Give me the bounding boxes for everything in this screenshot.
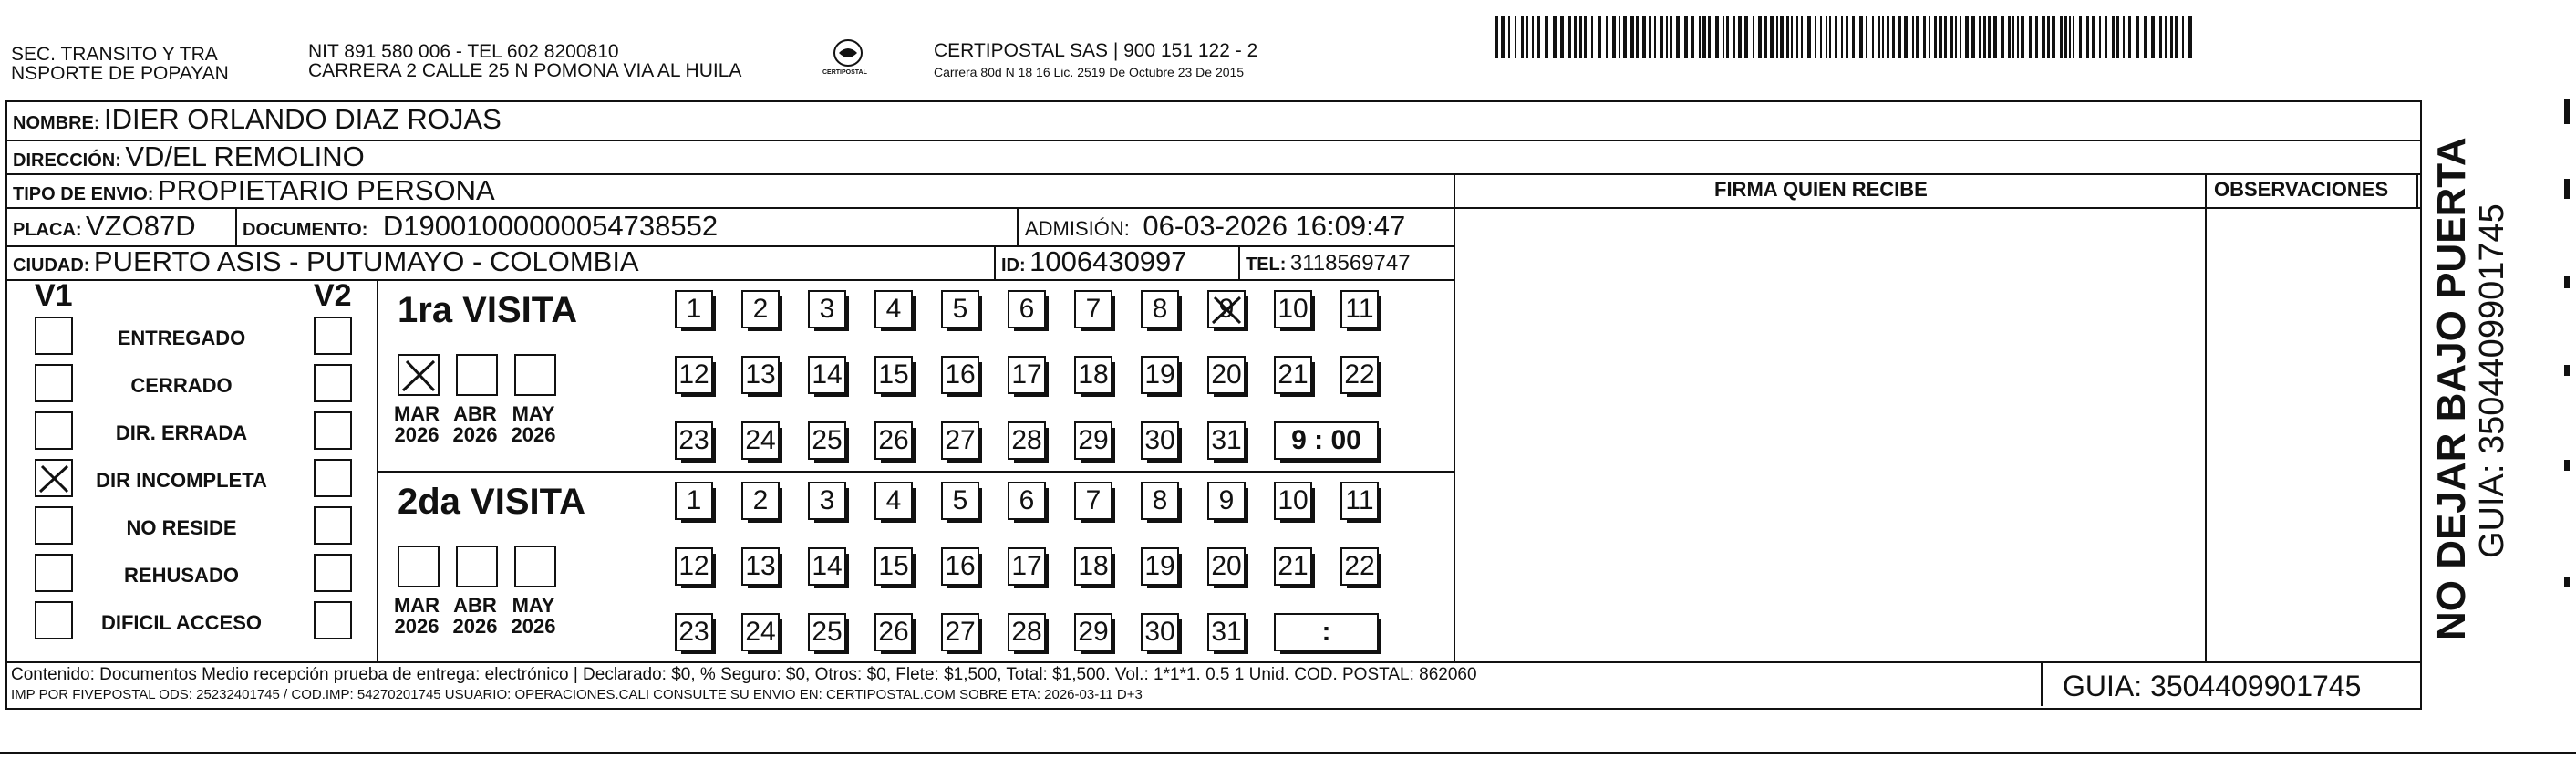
day-box[interactable]: 28 <box>1008 613 1046 651</box>
month-label <box>506 403 561 445</box>
day-box[interactable]: 28 <box>1008 421 1046 460</box>
day-box[interactable]: 11 <box>1340 290 1379 328</box>
barcode-bar <box>1904 16 1908 58</box>
barcode-bar <box>1630 16 1634 58</box>
v1-checkbox[interactable] <box>35 411 73 450</box>
day-box[interactable]: 20 <box>1207 356 1246 394</box>
v2-checkbox[interactable] <box>314 411 352 450</box>
observaciones-header: OBSERVACIONES <box>2214 178 2389 201</box>
barcode-bar <box>1691 16 1694 58</box>
barcode-bar <box>1846 16 1848 58</box>
barcode-bar <box>1574 16 1577 58</box>
day-box[interactable]: 31 <box>1207 613 1246 651</box>
tipo-envio-value: PROPIETARIO PERSONA <box>157 174 495 206</box>
barcode-bar <box>1495 16 1498 58</box>
day-box[interactable]: 21 <box>1274 547 1312 586</box>
ciudad-field <box>13 246 639 283</box>
barcode-bar <box>1515 16 1516 58</box>
month-name: MAY <box>512 402 555 425</box>
barcode-bar <box>2136 16 2139 58</box>
v2-checkbox[interactable] <box>314 317 352 355</box>
edge-mark <box>2564 276 2570 288</box>
edge-mark <box>2564 99 2570 124</box>
tipo-envio-field <box>13 175 495 212</box>
day-box[interactable]: 4 <box>874 290 913 328</box>
day-box[interactable]: 9 <box>1207 290 1246 328</box>
v1-checkbox[interactable] <box>35 506 73 545</box>
time-box[interactable]: 9 : 00 <box>1274 421 1379 460</box>
day-box[interactable]: 10 <box>1274 482 1312 520</box>
v1-checkbox[interactable] <box>35 554 73 592</box>
barcode-bar <box>1801 16 1803 58</box>
day-box[interactable]: 10 <box>1274 290 1312 328</box>
barcode-bar <box>2188 16 2192 58</box>
barcode-bar <box>1654 16 1656 58</box>
barcode-bar <box>1606 16 1608 58</box>
barcode-bar <box>1979 16 1981 58</box>
barcode-bar <box>1829 16 1831 58</box>
month-checkbox[interactable] <box>514 354 556 396</box>
barcode-bar <box>2159 16 2162 58</box>
ciudad-label: CIUDAD: <box>13 255 90 276</box>
barcode-bar <box>1723 16 1724 58</box>
month-label <box>389 595 444 637</box>
admision-field <box>1025 211 1405 247</box>
barcode-bar <box>1934 16 1937 58</box>
admision-label: ADMISIÓN: <box>1025 217 1130 240</box>
day-box[interactable]: 6 <box>1008 482 1046 520</box>
day-box[interactable]: 12 <box>675 356 713 394</box>
barcode-bar <box>1835 16 1837 58</box>
edge-mark <box>2564 365 2570 376</box>
sender-line-2: NSPORTE DE POPAYAN <box>11 63 229 84</box>
day-box[interactable]: 22 <box>1340 547 1379 586</box>
day-box[interactable]: 16 <box>941 547 979 586</box>
month-label <box>448 595 502 637</box>
barcode-bar <box>1791 16 1793 58</box>
barcode-bar <box>2128 16 2131 58</box>
day-box[interactable]: 31 <box>1207 421 1246 460</box>
day-box[interactable]: 18 <box>1074 356 1112 394</box>
id-field <box>1001 246 1187 283</box>
barcode-bar <box>2060 16 2063 58</box>
barcode-bar <box>2017 16 2019 58</box>
footer-contents: Contenido: Documentos Medio recepción prueba de entrega: electrónico | Declarado: $0, % Seguro: $0, Otros: $0, Flete: $1,500, Total: $1,500. Vol.: 1*1*1. 0.5 1 Unid. COD. POSTAL: 862060 <box>11 665 1477 684</box>
month-checkbox[interactable] <box>456 354 498 396</box>
barcode-bar <box>1859 16 1863 58</box>
barcode-bar <box>1758 16 1762 58</box>
month-checkbox[interactable] <box>398 546 440 587</box>
day-box[interactable]: 25 <box>808 421 846 460</box>
day-box[interactable]: 29 <box>1074 613 1112 651</box>
barcode-bar <box>1882 16 1884 58</box>
barcode-bar <box>2021 16 2024 58</box>
day-box[interactable]: 9 <box>1207 482 1246 520</box>
placa-label: PLACA: <box>13 220 82 240</box>
v1-label: V1 <box>35 278 73 313</box>
v1-checkbox[interactable] <box>35 317 73 355</box>
day-box[interactable]: 3 <box>808 482 846 520</box>
barcode-bar <box>2112 16 2115 58</box>
day-box[interactable]: 23 <box>675 421 713 460</box>
barcode-bar <box>2105 16 2107 58</box>
barcode-bar <box>1764 16 1767 58</box>
barcode-bar <box>2047 16 2050 58</box>
day-box[interactable]: 27 <box>941 421 979 460</box>
barcode-bar <box>1642 16 1646 58</box>
v2-checkbox[interactable] <box>314 554 352 592</box>
day-box[interactable]: 6 <box>1008 290 1046 328</box>
barcode-bar <box>1591 16 1593 58</box>
nombre-value: IDIER ORLANDO DIAZ ROJAS <box>104 103 502 135</box>
day-box[interactable]: 3 <box>808 290 846 328</box>
day-box[interactable]: 12 <box>675 547 713 586</box>
documento-field <box>243 211 718 247</box>
day-box[interactable]: 14 <box>808 356 846 394</box>
barcode-bar <box>1670 16 1672 58</box>
barcode-bar <box>2079 16 2082 58</box>
status-label: ENTREGADO <box>117 327 246 349</box>
barcode-bar <box>1988 16 1991 58</box>
status-label: NO RESIDE <box>126 516 237 539</box>
barcode-bar <box>1598 16 1601 58</box>
barcode-bar <box>2144 16 2147 58</box>
barcode-bar <box>1866 16 1867 58</box>
tel-value: 3118569747 <box>1289 251 1411 276</box>
status-label: DIFICIL ACCESO <box>100 611 262 634</box>
logo-caption: CERTIPOSTAL <box>822 69 867 76</box>
barcode-bar <box>2165 16 2167 58</box>
barcode-bar <box>2116 16 2119 58</box>
barcode-bar <box>1537 16 1540 58</box>
nombre-field <box>13 104 502 140</box>
barcode-bar <box>2029 16 2032 58</box>
status-label: REHUSADO <box>124 564 239 587</box>
time-box[interactable]: : <box>1274 613 1379 651</box>
barcode-bar <box>1623 16 1627 58</box>
v2-checkbox[interactable] <box>314 506 352 545</box>
month-checkbox[interactable] <box>398 354 440 396</box>
tel-label: TEL: <box>1246 255 1287 275</box>
v2-checkbox[interactable] <box>314 364 352 402</box>
barcode-bar <box>1770 16 1774 58</box>
barcode-bar <box>1939 16 1942 58</box>
barcode-bar <box>1892 16 1895 58</box>
day-box[interactable]: 1 <box>675 482 713 520</box>
address-line: CARRERA 2 CALLE 25 N POMONA VIA AL HUILA <box>308 60 742 81</box>
day-box[interactable]: 21 <box>1274 356 1312 394</box>
v1-checkbox[interactable] <box>35 364 73 402</box>
barcode-bar <box>1887 16 1889 58</box>
day-box[interactable]: 26 <box>874 613 913 651</box>
documento-label: DOCUMENTO: <box>243 220 368 240</box>
barcode-bar <box>1955 16 1957 58</box>
day-box[interactable]: 7 <box>1074 290 1112 328</box>
month-label <box>389 403 444 445</box>
tipo-envio-label: TIPO DE ENVIO: <box>13 184 154 204</box>
admision-value: 06-03-2026 16:09:47 <box>1143 210 1406 242</box>
edge-mark <box>2564 460 2570 471</box>
barcode-bar <box>2064 16 2067 58</box>
status-label: DIR INCOMPLETA <box>96 469 267 492</box>
barcode-bar <box>1733 16 1735 58</box>
barcode-bar <box>1579 16 1582 58</box>
side-guia: GUIA: 3504409901745 <box>2473 203 2511 558</box>
month-year: 2026 <box>511 615 556 638</box>
barcode-bar <box>2123 16 2125 58</box>
barcode-bar <box>2042 16 2045 58</box>
status-label: CERRADO <box>130 374 233 397</box>
barcode-bar <box>2170 16 2173 58</box>
documento-value: D19001000000054738552 <box>382 210 719 242</box>
edge-mark <box>2564 179 2570 199</box>
nombre-label: NOMBRE: <box>13 113 100 133</box>
placa-field <box>13 211 196 247</box>
month-name: MAR <box>393 594 440 617</box>
barcode-bar <box>2099 16 2101 58</box>
day-box[interactable]: 5 <box>941 290 979 328</box>
barcode-bar <box>1545 16 1548 58</box>
barcode-bar <box>1878 16 1880 58</box>
day-box[interactable]: 13 <box>741 356 780 394</box>
footer-guia: GUIA: 3504409901745 <box>2063 670 2362 702</box>
barcode-bar <box>1521 16 1524 58</box>
month-name: MAR <box>393 402 440 425</box>
barcode-bar <box>1971 16 1975 58</box>
day-box[interactable]: 11 <box>1340 482 1379 520</box>
barcode-bar <box>1983 16 1986 58</box>
month-year: 2026 <box>452 423 498 446</box>
day-box[interactable]: 15 <box>874 356 913 394</box>
day-box[interactable]: 22 <box>1340 356 1379 394</box>
day-box[interactable]: 24 <box>741 613 780 651</box>
direccion-field <box>13 141 365 178</box>
barcode-bar <box>1508 16 1510 58</box>
visit-title: 1ra VISITA <box>398 290 578 330</box>
month-checkbox[interactable] <box>456 546 498 587</box>
ciudad-value: PUERTO ASIS - PUTUMAYO - COLOMBIA <box>93 245 639 277</box>
month-label <box>448 403 502 445</box>
status-label: DIR. ERRADA <box>115 421 248 444</box>
barcode-bar <box>1929 16 1930 58</box>
barcode-bar <box>1796 16 1798 58</box>
day-box[interactable]: 27 <box>941 613 979 651</box>
month-name: ABR <box>453 594 497 617</box>
barcode-bar <box>2092 16 2095 58</box>
v2-label: V2 <box>314 278 352 313</box>
tel-field <box>1246 248 1411 282</box>
barcode-bar <box>1726 16 1729 58</box>
day-box[interactable]: 17 <box>1008 356 1046 394</box>
barcode-bar <box>1993 16 1997 58</box>
barcode-bar <box>2175 16 2178 58</box>
barcode-bar <box>1852 16 1855 58</box>
barcode-bar <box>1950 16 1953 58</box>
barcode-bar <box>1649 16 1651 58</box>
bottom-edge <box>0 752 2576 754</box>
day-box[interactable]: 24 <box>741 421 780 460</box>
barcode-bar <box>1526 16 1528 58</box>
barcode-bar <box>1916 16 1919 58</box>
barcode-bar <box>1612 16 1616 58</box>
month-year: 2026 <box>394 615 440 638</box>
footer-print-info: IMP POR FIVEPOSTAL ODS: 25232401745 / COD.IMP: 54270201745 USUARIO: OPERACIONES.CALI CONSULTE SU ENVIO EN: CERTIPOSTAL.COM SOBRE ETA: 2026-03-11 D+3 <box>11 687 1143 702</box>
month-label <box>506 595 561 637</box>
barcode-bar <box>1715 16 1719 58</box>
barcode-bar <box>1960 16 1961 58</box>
v2-checkbox[interactable] <box>314 459 352 497</box>
firma-header: FIRMA QUIEN RECIBE <box>1714 178 1928 201</box>
side-warning: NO DEJAR BAJO PUERTA <box>2429 137 2474 640</box>
day-box[interactable]: 13 <box>741 547 780 586</box>
day-box[interactable]: 7 <box>1074 482 1112 520</box>
day-box[interactable]: 30 <box>1141 613 1179 651</box>
barcode-bar <box>1872 16 1874 58</box>
day-box[interactable]: 23 <box>675 613 713 651</box>
barcode-bar <box>1568 16 1571 58</box>
month-name: MAY <box>512 594 555 617</box>
day-box[interactable]: 15 <box>874 547 913 586</box>
day-box[interactable]: 30 <box>1141 421 1179 460</box>
direccion-label: DIRECCIÓN: <box>13 151 121 171</box>
day-box[interactable]: 25 <box>808 613 846 651</box>
visit-title: 2da VISITA <box>398 482 585 522</box>
barcode-bar <box>1666 16 1668 58</box>
barcode-bar <box>1660 16 1663 58</box>
day-box[interactable]: 29 <box>1074 421 1112 460</box>
day-box[interactable]: 19 <box>1141 547 1179 586</box>
barcode-bar <box>1944 16 1947 58</box>
barcode-bar <box>1619 16 1620 58</box>
month-year: 2026 <box>452 615 498 638</box>
barcode-bar <box>2151 16 2155 58</box>
day-box[interactable]: 20 <box>1207 547 1246 586</box>
carrier-license: Carrera 80d N 18 16 Lic. 2519 De Octubre 23 De 2015 <box>934 65 1245 79</box>
barcode-bar <box>1684 16 1688 58</box>
id-label: ID: <box>1001 255 1026 276</box>
day-box[interactable]: 8 <box>1141 290 1179 328</box>
barcode-bar <box>1820 16 1822 58</box>
barcode-bar <box>2035 16 2038 58</box>
barcode-bar <box>1676 16 1680 58</box>
id-value: 1006430997 <box>1029 245 1187 277</box>
barcode-bar <box>1807 16 1811 58</box>
v1-checkbox[interactable] <box>35 459 73 497</box>
barcode-bar <box>1923 16 1926 58</box>
day-box[interactable]: 19 <box>1141 356 1179 394</box>
barcode-bar <box>2069 16 2071 58</box>
barcode-bar <box>1780 16 1784 58</box>
barcode-bar <box>2086 16 2089 58</box>
barcode-bar <box>1965 16 1969 58</box>
barcode-bar <box>1738 16 1742 58</box>
barcode-bar <box>1815 16 1816 58</box>
month-year: 2026 <box>394 423 440 446</box>
day-box[interactable]: 18 <box>1074 547 1112 586</box>
barcode-bar <box>1841 16 1843 58</box>
barcode-bar <box>1584 16 1587 58</box>
barcode-bar <box>1898 16 1901 58</box>
barcode-bar <box>1708 16 1711 58</box>
sender-line-1: SEC. TRANSITO Y TRA <box>11 44 218 65</box>
day-box[interactable]: 2 <box>741 290 780 328</box>
month-checkbox[interactable] <box>514 546 556 587</box>
barcode-bar <box>1753 16 1754 58</box>
month-year: 2026 <box>511 423 556 446</box>
barcode-bar <box>1744 16 1748 58</box>
barcode-bar <box>1636 16 1639 58</box>
v1-checkbox[interactable] <box>35 601 73 639</box>
barcode-bar <box>1702 16 1706 58</box>
barcode-bar <box>1786 16 1789 58</box>
barcode-bar <box>1553 16 1557 58</box>
day-box[interactable]: 8 <box>1141 482 1179 520</box>
day-box[interactable]: 17 <box>1008 547 1046 586</box>
barcode-bar <box>1776 16 1778 58</box>
barcode-bar <box>1501 16 1505 58</box>
barcode <box>1495 16 2193 58</box>
barcode-bar <box>2052 16 2055 58</box>
barcode-bar <box>2182 16 2184 58</box>
day-box[interactable]: 26 <box>874 421 913 460</box>
direccion-value: VD/EL REMOLINO <box>125 140 365 172</box>
barcode-bar <box>2012 16 2014 58</box>
barcode-bar <box>2008 16 2011 58</box>
nit-line: NIT 891 580 006 - TEL 602 8200810 <box>308 41 619 62</box>
day-box[interactable]: 4 <box>874 482 913 520</box>
day-box[interactable]: 5 <box>941 482 979 520</box>
day-box[interactable]: 14 <box>808 547 846 586</box>
day-box[interactable]: 1 <box>675 290 713 328</box>
placa-value: VZO87D <box>86 210 196 242</box>
day-box[interactable]: 2 <box>741 482 780 520</box>
barcode-bar <box>2001 16 2004 58</box>
barcode-bar <box>1560 16 1564 58</box>
barcode-bar <box>2073 16 2074 58</box>
v2-checkbox[interactable] <box>314 601 352 639</box>
day-box[interactable]: 16 <box>941 356 979 394</box>
carrier-line: CERTIPOSTAL SAS | 900 151 122 - 2 <box>934 40 1258 61</box>
edge-mark <box>2564 577 2570 587</box>
barcode-bar <box>1699 16 1701 58</box>
month-name: ABR <box>453 402 497 425</box>
barcode-bar <box>1826 16 1827 58</box>
barcode-bar <box>1912 16 1914 58</box>
barcode-bar <box>1532 16 1534 58</box>
